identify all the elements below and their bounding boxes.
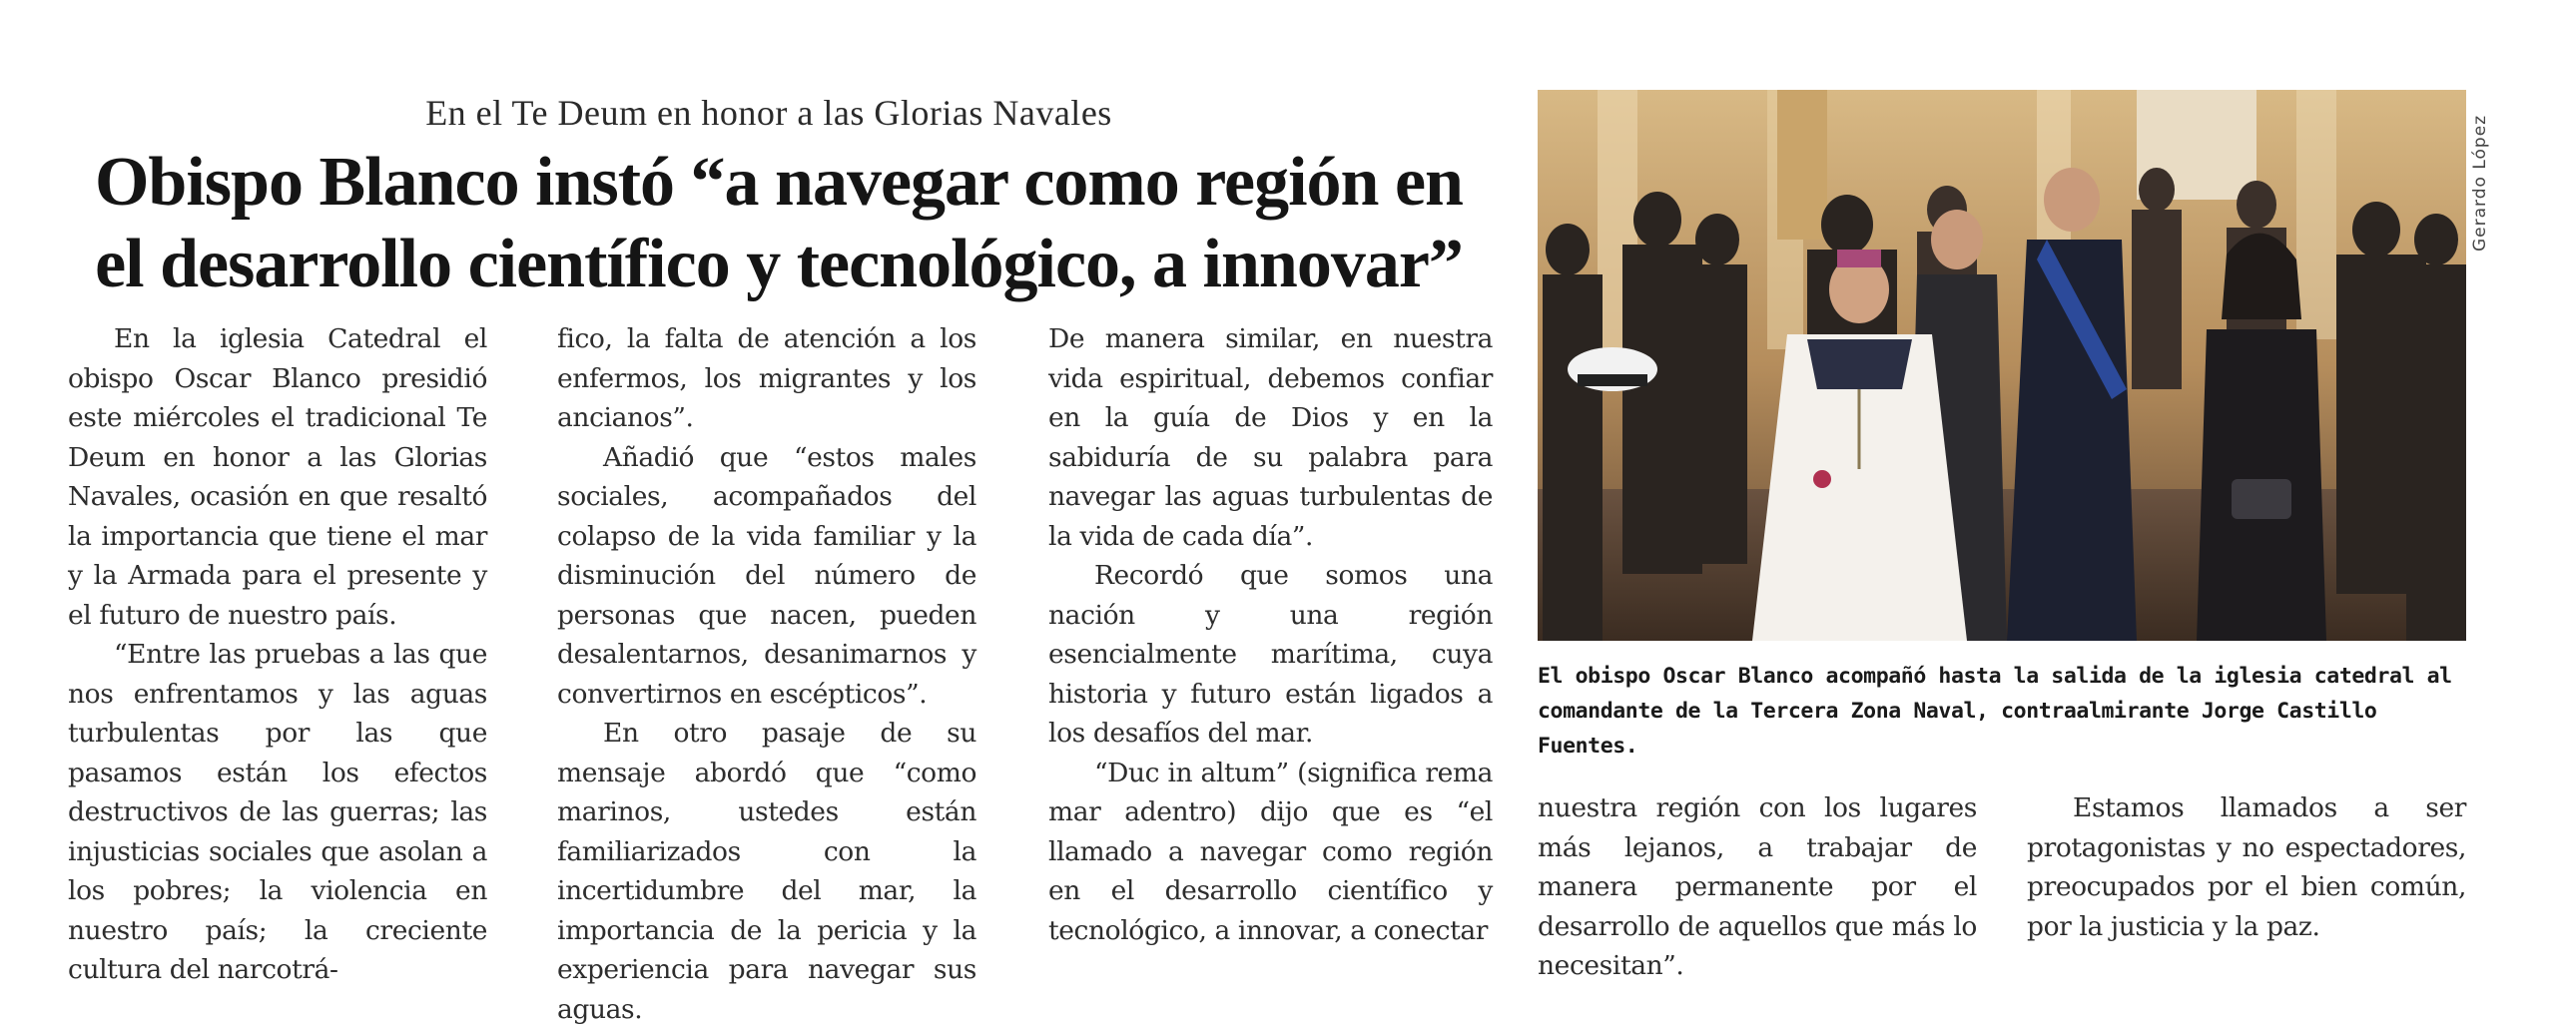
paragraph: “Duc in altum” (significa rema mar adentro) dijo que es “el llamado a navegar como región en el desarrollo científico y tecnológico, a innovar, a conectar [1048, 757, 1493, 946]
paragraph: Recordó que somos una nación y una región esencialmente marítima, cuya historia y futuro están ligados a los desafíos del mar. [1048, 560, 1493, 749]
paragraph-continuation: fico, la falta de atención a los enfermos, los migrantes y los ancianos”. [557, 323, 976, 433]
news-photo [1538, 90, 2466, 641]
paragraph: Añadió que “estos males sociales, acompañados del colapso de la vida familiar y la disminución del número de personas que nacen, pueden desalentarnos, desanimarnos y convertirnos en escépticos”. [557, 441, 976, 710]
article-kicker: En el Te Deum en honor a las Glorias Navales [425, 93, 1112, 133]
cathedral-procession-image [1538, 90, 2466, 641]
paragraph-continuation: De manera similar, en nuestra vida espiritual, debemos confiar en la guía de Dios y en la sabiduría de su palabra para navegar las aguas turbulentas de la vida de cada día”. [1048, 323, 1493, 552]
paragraph: Estamos llamados a ser protagonistas y no espectadores, preocupados por el bien común, por la justicia y la paz. [2027, 792, 2466, 942]
text-column-3 [1048, 319, 1493, 950]
paragraph-continuation: nuestra región con los lugares más lejanos, a trabajar de manera permanente por el desarrollo de aquellos que más lo necesitan”. [1538, 792, 1977, 981]
text-column-5 [2027, 788, 2466, 946]
article-headline: Obispo Blanco instó “a navegar como región en el desarrollo científico y tecnológico, a innovar” [94, 144, 1463, 302]
text-column-4 [1538, 788, 1977, 986]
text-column-1 [68, 319, 487, 990]
paragraph: En otro pasaje de su mensaje abordó que “como marinos, ustedes están familiarizados con la incertidumbre del mar, la importancia de la pericia y la experiencia para navegar sus aguas. [557, 718, 976, 1025]
photo-caption: El obispo Oscar Blanco acompañó hasta la salida de la iglesia catedral al comandante de la Tercera Zona Naval, contraalmirante Jorge Castillo Fuentes. [1538, 664, 2452, 759]
text-column-2 [557, 319, 976, 1029]
paragraph: “Entre las pruebas a las que nos enfrentamos y las aguas turbulentas por las que pasamos están los efectos destructivos de las guerras; las injusticias sociales que asolan a los pobres; la violencia en nuestro país; la creciente cultura del narcotrá- [68, 639, 487, 985]
paragraph: En la iglesia Catedral el obispo Oscar Blanco presidió este miércoles el tradicional Te Deum en honor a las Glorias Navales, ocasión en que resaltó la importancia que tiene el mar y la Armada para el presente y el futuro de nuestro país. [68, 323, 487, 631]
photo-credit: Gerardo López [2470, 114, 2490, 252]
